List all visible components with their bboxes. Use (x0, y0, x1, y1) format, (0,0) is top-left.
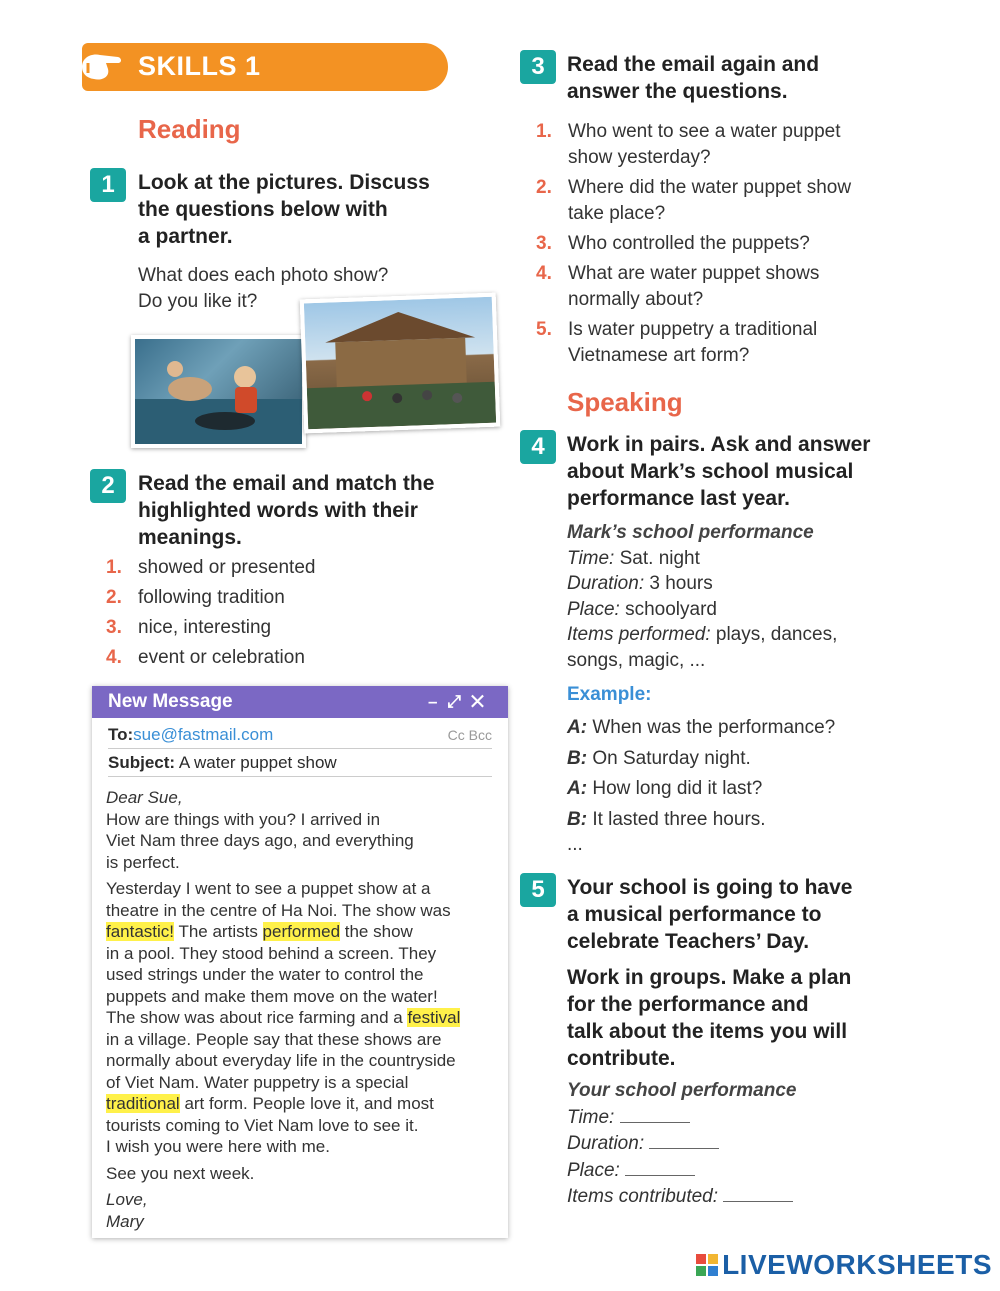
highlight-fantastic: fantastic! (106, 922, 175, 941)
task5-instructions: Work in groups. Make a plan for the performance and talk about the items you will contribute. (567, 966, 852, 1070)
email-to-row (108, 722, 492, 749)
task3-heading: Read the email again and answer the questions. (567, 53, 820, 103)
card-title: Mark’s school performance (567, 522, 814, 543)
email-greeting: Dear Sue, (106, 788, 183, 807)
email-window (92, 686, 508, 1238)
email-paragraph-1: How are things with you? I arrived in Viet Nam three days ago, and everything is perfect. (106, 809, 414, 872)
expand-icon[interactable]: ⤢ (447, 692, 472, 711)
list-item: 1. Who went to see a water puppet show yesterday? (536, 121, 841, 168)
time-blank[interactable] (620, 1104, 690, 1123)
duration-blank[interactable] (649, 1130, 719, 1149)
task5-number-badge: 5 (520, 873, 556, 907)
email-to-label: To: (108, 725, 134, 744)
place-blank[interactable] (625, 1157, 695, 1176)
task1-heading: Look at the pictures. Discuss the questions below with a partner. (138, 171, 430, 248)
email-signoff: Love, Mary (106, 1190, 148, 1231)
pointing-hand-icon (78, 49, 124, 85)
task3-number-badge: 3 (520, 50, 556, 84)
email-subject-label: Subject: (108, 753, 176, 772)
list-item: 2. following tradition (106, 587, 285, 608)
list-item: 1. showed or presented (106, 557, 316, 578)
highlight-performed: performed (262, 922, 341, 941)
your-performance-card: Your school performance Time: Duration: Place: Items contributed: (567, 1078, 907, 1210)
list-item: 4. event or celebration (106, 647, 305, 668)
banner-title: SKILLS 1 (138, 51, 261, 81)
close-icon[interactable]: ✕ (471, 692, 494, 711)
list-item: 3. Who controlled the puppets? (536, 233, 810, 254)
puppet-theatre-illustration (304, 297, 496, 429)
skills-banner (82, 43, 448, 91)
email-header-bar (92, 686, 508, 718)
task4-number-badge: 4 (520, 430, 556, 464)
task2-number-badge: 2 (90, 469, 126, 503)
items-blank[interactable] (723, 1183, 793, 1202)
list-item: 4. What are water puppet shows normally about? (536, 263, 820, 310)
task2-meanings-list (106, 555, 466, 671)
email-header-title: New Message (108, 691, 233, 712)
highlight-traditional: traditional (106, 1094, 180, 1113)
speaking-title: Speaking (567, 387, 683, 417)
card-title: Your school performance (567, 1080, 797, 1101)
water-puppet-illustration (135, 339, 302, 444)
list-item: 5. Is water puppetry a traditional Vietnamese art form? (536, 319, 818, 366)
task2-heading: Read the email and match the highlighted words with their meanings. (138, 472, 435, 549)
reading-title: Reading (138, 114, 241, 144)
task5-heading: Your school is going to have a musical performance to celebrate Teachers’ Day. (567, 876, 853, 953)
highlight-festival: festival (407, 1008, 461, 1027)
email-to-field[interactable]: sue@fastmail.com (133, 725, 274, 744)
cc-bcc-link[interactable]: Cc Bcc (447, 727, 492, 743)
puppet-theatre-photo (300, 293, 501, 434)
task3-questions-list (536, 119, 916, 369)
list-item: 3. nice, interesting (106, 617, 272, 638)
email-closing: See you next week. (106, 1163, 255, 1183)
email-subject-row (108, 750, 492, 777)
water-puppet-photo (131, 335, 306, 448)
email-body (106, 787, 500, 1232)
liveworksheets-logo: LIVEWORKSHEETS (696, 1249, 992, 1281)
email-paragraph-2: Yesterday I went to see a puppet show at a theatre in the centre of Ha Noi. The show was fantastic! The artists performed the show in a pool. They stood behind a screen. They used strings under the water to control the puppets and make them move on the water! The show was about rice farming and a festival in a village. People say that these shows are normally about everyday life in the countryside of Viet Nam. Water puppetry is a special traditional art form. People love it, and most tourists coming to Viet Nam love to see it. I wish you were here with me. (106, 879, 461, 1156)
logo-blocks-icon (696, 1254, 718, 1276)
example-title: Example: (567, 684, 652, 705)
example-dialogue: A: When was the performance? B: On Saturday night. A: How long did it last? B: It lasted three hours. ... (567, 717, 836, 855)
task1-prompt: What does each photo show? Do you like it? (138, 265, 389, 312)
task4-heading: Work in pairs. Ask and answer about Mark’s school musical performance last year. (567, 433, 871, 510)
email-subject-field[interactable]: A water puppet show (178, 753, 337, 772)
minimize-icon[interactable]: – (427, 692, 448, 711)
marks-performance-card: Mark’s school performance Time: Sat. night Duration: 3 hours Place: schoolyard Items performed: plays, dances, songs, magic, ... (567, 520, 907, 673)
task1-number-badge: 1 (90, 168, 126, 202)
list-item: 2. Where did the water puppet show take place? (536, 177, 852, 224)
